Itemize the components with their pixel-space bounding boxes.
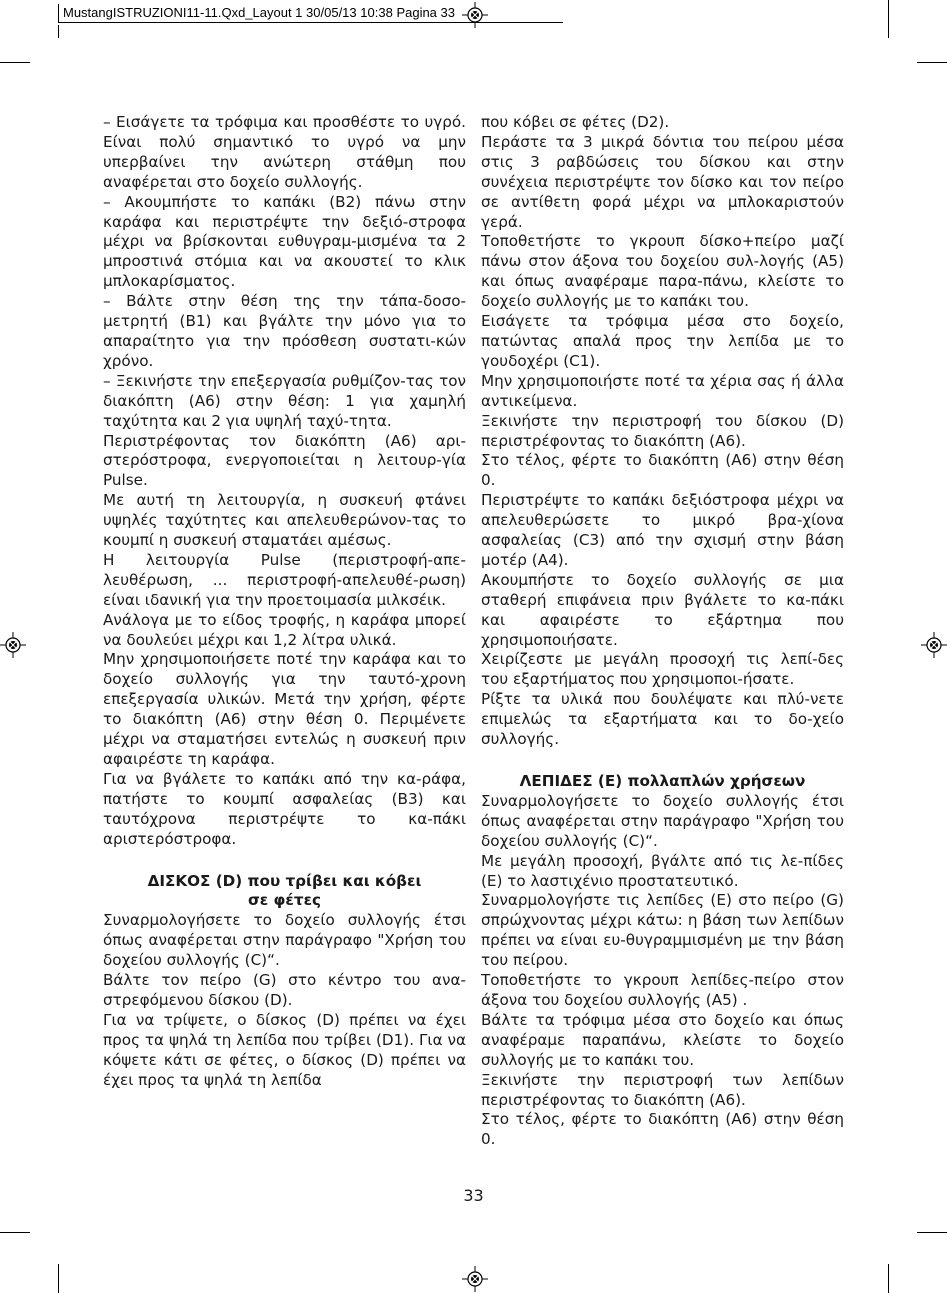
paragraph: Ακουμπήστε το δοχείο συλλογής σε μια σταθερή επιφάνεια πριν βγάλετε το κα-πάκι και αφαιρέστε το εξάρτημα που χρησιμοποιήσατε.	[481, 570, 844, 649]
paragraph: Στο τέλος, φέρτε το διακόπτη (A6) στην θέση 0.	[481, 1110, 844, 1149]
crop-mark	[0, 62, 30, 63]
paragraph: Στο τέλος, φέρτε το διακόπτη (A6) στην θέση 0.	[481, 451, 844, 490]
paragraph: Εισάγετε τα τρόφιμα μέσα στο δοχείο, πατώντας απαλά προς την λεπίδα με το γουδοχέρι (C1).	[481, 312, 844, 370]
section-heading-disk	[103, 872, 466, 912]
crop-mark	[917, 1232, 947, 1233]
paragraph: Μην χρησιμοποιήσετε ποτέ την καράφα και το δοχείο συλλογής για την ταυτό-χρονη επεξεργασία υλικών. Μετά την χρήση, φέρτε το διακόπτη (A6) στην θέση 0. Περιμένετε μέχρι να σταματήσει εντελώς η συσκευή πριν αφαιρέστε τη καράφα.	[103, 650, 466, 768]
registration-mark-icon	[462, 2, 488, 28]
paragraph: Ρίξτε τα υλικά που δουλέψατε και πλύ-νετε επιμελώς τα εξαρτήματα και το δο-χείο συλλογής.	[481, 690, 844, 749]
slug-date: 30/05/13	[306, 5, 357, 20]
paragraph: Για να βγάλετε το καπάκι από την κα-ράφα, πατήστε το κουμπί ασφαλείας (B3) και ταυτόχρονα περιστρέψτε το κα-πάκι αριστερόστροφα.	[103, 769, 466, 848]
paragraph: Βάλτε τον πείρο (G) στο κέντρο του ανα-στρεφόμενου δίσκου (D).	[103, 971, 466, 1009]
registration-mark-icon	[0, 632, 26, 658]
paragraph: Χειρίζεστε με μεγάλη προσοχή τις λεπί-δες του εξαρτήματος που χρησιμοποι-ήσατε.	[481, 650, 844, 689]
paragraph: – Βάλτε στην θέση της την τάπα-δοσο-μετρητή (B1) και βγάλτε την μόνο για το απαραίτητο για την πρόσθεση συστατι-κών χρόνο.	[103, 292, 466, 370]
crop-mark	[888, 0, 889, 38]
paragraph: που κόβει σε φέτες (D2).	[481, 113, 670, 131]
slug-time: 10:38	[360, 5, 393, 20]
crop-mark	[917, 62, 947, 63]
paragraph: Συναρμολογήστε τις λεπίδες (E) στο πείρο (G) σπρώχνοντας μέχρι κάτω: η βάση των λεπίδων πρέπει να είναι ευ-θυγραμμισμένη με την βάση του πείρου.	[481, 891, 844, 970]
crop-mark	[58, 1264, 59, 1293]
paragraph: Ξεκινήστε την περιστροφή των λεπίδων περιστρέφοντας το διακόπτη (A6).	[481, 1070, 844, 1109]
paragraph: Περιστρέφοντας τον διακόπτη (A6) αρι-στερόστροφα, ενεργοποιείται η λειτουρ-γία Pulse.	[103, 431, 466, 490]
paragraph: Περάστε τα 3 μικρά δόντια του πείρου μέσα στις 3 ραβδώσεις του δίσκου και στην συνέχεια περιστρέψτε τον δίσκο και τον πείρο σε αντίθετη φορά μέχρι να μπλοκαριστούν γερά.	[481, 132, 844, 231]
paragraph: Συναρμολογήσετε το δοχείο συλλογής έτσι όπως αναφέρεται στην παράγραφο "Χρήση του δοχείου συλλογής (C)“.	[481, 791, 844, 850]
right-column	[481, 113, 844, 1150]
paragraph: Ξεκινήστε την περιστροφή του δίσκου (D) περιστρέφοντας το διακόπτη (A6).	[481, 411, 844, 450]
crop-mark	[888, 1264, 889, 1293]
paragraph: – Ακουμπήστε το καπάκι (B2) πάνω στην καράφα και περιστρέψτε την δεξιό-στροφα μέχρι να βρίσκονται ευθυγραμ-μισμένα τα 2 μπροστινά στόμια και να ακουστεί το κλικ μπλοκαρίσματος.	[103, 192, 466, 291]
paragraph: Βάλτε τα τρόφιμα μέσα στο δοχείο και όπως αναφέραμε παραπάνω, κλείστε το δοχείο συλλογής με το καπάκι του.	[481, 1010, 844, 1069]
crop-mark	[0, 1232, 30, 1233]
page-number: 33	[463, 1186, 484, 1205]
paragraph: Με αυτή τη λειτουργία, η συσκευή φτάνει υψηλές ταχύτητες και απελευθερώνον-τας το κουμπί η συσκευή σταματάει αμέσως.	[103, 491, 466, 550]
heading-line: σε φέτες	[247, 891, 322, 910]
paragraph: Τοποθετήστε το γκρουπ λεπίδες-πείρο στον άξονα του δοχείου συλλογής (A5) .	[481, 971, 844, 1009]
paragraph: Τοποθετήστε το γκρουπ δίσκο+πείρο μαζί πάνω στον άξονα του δοχείου συλ-λογής (A5) και όπως αναφέραμε παρα-πάνω, κλείστε το δοχείο συλλογής με το καπάκι του.	[481, 232, 844, 311]
paragraph: Με μεγάλη προσοχή, βγάλτε από τις λε-πίδες (E) το λαστιχένιο προστατευτικό.	[481, 851, 844, 890]
paragraph: Για να τρίψετε, ο δίσκος (D) πρέπει να έχει προς τα ψηλά τη λεπίδα που τρίβει (D1). Για να κόψετε κάτι σε φέτες, ο δίσκος (D) πρέπει να έχει προς τα ψηλά τη λεπίδα	[103, 1010, 466, 1089]
slug-page-label: Pagina 33	[396, 5, 455, 20]
paragraph: – Ξεκινήστε την επεξεργασία ρυθμίζον-τας τον διακόπτη (A6) στην θέση: 1 για χαμηλή ταχύτητα και 2 για υψηλή ταχύ-τητα.	[103, 371, 466, 430]
slug-file: MustangISTRUZIONI11-11.Qxd_Layout 1	[63, 5, 303, 20]
left-column	[103, 113, 466, 1091]
paragraph: Ανάλογα με το είδος τροφής, η καράφα μπορεί να δουλεύει μέχρι και 1,2 λίτρα υλικά.	[103, 610, 466, 649]
crop-mark	[58, 25, 59, 38]
registration-mark-icon	[921, 632, 947, 658]
paragraph: Μην χρησιμοποιήστε ποτέ τα χέρια σας ή άλλα αντικείμενα.	[481, 371, 844, 410]
paragraph: – Εισάγετε τα τρόφιμα και προσθέστε το υγρό. Είναι πολύ σημαντικό το υγρό να μην υπερβαίνει την ανώτερη στάθμη που αναφέρεται στο δοχείο συλλογής.	[103, 113, 466, 191]
section-heading-blades: ΛΕΠΙΔΕΣ (E) πολλαπλών χρήσεων	[519, 772, 806, 790]
paragraph: Η λειτουργία Pulse (περιστροφή-απε-λευθέρωση, ... περιστροφή-απελευθέ-ρωση) είναι ιδανική για την προετοιμασία μιλκσέικ.	[103, 550, 466, 609]
heading-line: ΔΙΣΚΟΣ (D) που τρίβει και κόβει	[147, 871, 422, 890]
paragraph: Περιστρέψτε το καπάκι δεξιόστροφα μέχρι να απελευθερώσετε το μικρό βρα-χίονα ασφαλείας (C3) από την σχισμή στην βάση μοτέρ (A4).	[481, 491, 844, 569]
paragraph: Συναρμολογήσετε το δοχείο συλλογής έτσι όπως αναφέρεται στην παράγραφο "Χρήση του δοχείου συλλογής (C)“.	[103, 911, 466, 970]
registration-mark-icon	[462, 1266, 488, 1292]
